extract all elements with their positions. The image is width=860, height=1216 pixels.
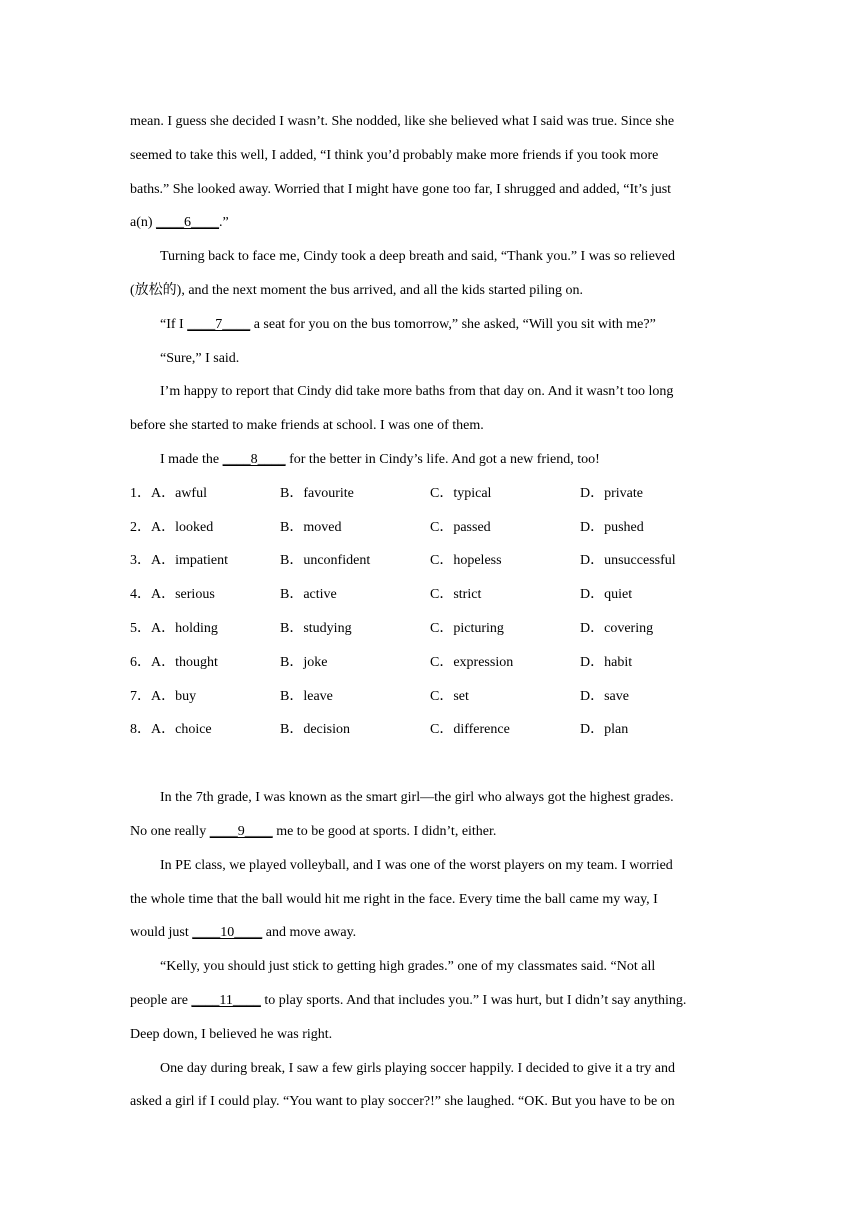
text-segment: “If I xyxy=(160,316,188,332)
text-line xyxy=(130,984,736,1018)
text-segment: the whole time that the ball would hit me right in the face. Every time the ball came my way, I xyxy=(130,891,658,907)
option-d xyxy=(580,544,676,578)
text-segment: would just xyxy=(130,925,193,941)
option-b xyxy=(280,578,337,612)
text-line xyxy=(130,375,736,409)
question-row xyxy=(130,713,736,747)
option-text: A．holding xyxy=(151,620,218,636)
option-c xyxy=(430,646,513,680)
option-text: D．save xyxy=(580,688,629,704)
option-a xyxy=(130,680,196,714)
answer-blank: ____7____ xyxy=(187,316,251,332)
text-line xyxy=(130,1052,736,1086)
option-text: D．unsuccessful xyxy=(580,553,676,569)
question-number: 8． xyxy=(130,722,151,738)
option-text: D．habit xyxy=(580,654,633,670)
text-segment: In the 7th grade, I was known as the smart girl—the girl who always got the highest grades. xyxy=(160,790,674,806)
option-text: C．set xyxy=(430,688,469,704)
option-d xyxy=(580,477,643,511)
question-row xyxy=(130,680,736,714)
option-c xyxy=(430,578,481,612)
option-a xyxy=(130,477,207,511)
option-a xyxy=(130,578,215,612)
question-row xyxy=(130,544,736,578)
question-number: 1． xyxy=(130,485,151,501)
text-line xyxy=(130,240,736,274)
text-segment: Deep down, I believed he was right. xyxy=(130,1026,333,1042)
answer-blank: ____8____ xyxy=(222,451,286,467)
option-text: C．hopeless xyxy=(430,553,502,569)
option-c xyxy=(430,713,510,747)
text-segment: baths.” She looked away. Worried that I might have gone too far, I shrugged and added, “It’s just xyxy=(130,181,672,197)
option-text: A．serious xyxy=(151,587,215,603)
option-d xyxy=(580,680,629,714)
option-c xyxy=(430,680,469,714)
option-text: B．unconfident xyxy=(280,553,371,569)
option-a xyxy=(130,646,218,680)
text-line xyxy=(130,781,736,815)
question-row xyxy=(130,612,736,646)
option-text: B．studying xyxy=(280,620,352,636)
text-segment: for the better in Cindy’s life. And got a new friend, too! xyxy=(285,451,600,467)
option-b xyxy=(280,511,341,545)
option-text: D．plan xyxy=(580,722,629,738)
text-segment: asked a girl if I could play. “You want to play soccer?!” she laughed. “OK. But you have to be on xyxy=(130,1094,675,1110)
option-a xyxy=(130,713,212,747)
answer-blank: ____10____ xyxy=(192,925,263,941)
option-d xyxy=(580,578,632,612)
passage-1 xyxy=(130,105,736,477)
text-segment: “Kelly, you should just stick to getting high grades.” one of my classmates said. “Not all xyxy=(160,959,656,975)
question-number: 3． xyxy=(130,553,151,569)
answer-blank: ____9____ xyxy=(209,823,273,839)
text-segment: I made the xyxy=(160,451,223,467)
text-segment: and move away. xyxy=(262,925,357,941)
text-line xyxy=(130,274,736,308)
answer-blank: ____11____ xyxy=(191,992,261,1008)
option-b xyxy=(280,646,327,680)
question-row xyxy=(130,646,736,680)
text-line xyxy=(130,443,736,477)
option-b xyxy=(280,544,370,578)
text-line xyxy=(130,1018,736,1052)
section-gap xyxy=(130,747,736,781)
option-c xyxy=(430,612,504,646)
question-number: 4． xyxy=(130,587,151,603)
option-text: B．active xyxy=(280,587,337,603)
option-text: C．passed xyxy=(430,519,491,535)
text-line xyxy=(130,1085,736,1119)
text-segment: to play sports. And that includes you.” I was hurt, but I didn’t say anything. xyxy=(260,992,687,1008)
text-line xyxy=(130,883,736,917)
text-line xyxy=(130,409,736,443)
option-text: D．private xyxy=(580,485,643,501)
question-row xyxy=(130,511,736,545)
option-a xyxy=(130,511,213,545)
option-text: D．quiet xyxy=(580,587,633,603)
option-text: C．expression xyxy=(430,654,514,670)
text-line xyxy=(130,916,736,950)
question-number: 2． xyxy=(130,519,151,535)
option-c xyxy=(430,544,502,578)
question-number: 5． xyxy=(130,620,151,636)
text-segment: No one really xyxy=(130,823,210,839)
text-segment: “Sure,” I said. xyxy=(160,350,240,366)
text-segment: people are xyxy=(130,992,192,1008)
option-c xyxy=(430,477,491,511)
option-text: B．joke xyxy=(280,654,328,670)
question-row xyxy=(130,578,736,612)
option-d xyxy=(580,612,653,646)
option-d xyxy=(580,713,628,747)
option-text: C．picturing xyxy=(430,620,504,636)
text-segment: I’m happy to report that Cindy did take more baths from that day on. And it wasn’t too long xyxy=(160,384,674,400)
text-segment: .” xyxy=(219,215,229,231)
option-b xyxy=(280,477,354,511)
option-text: A．awful xyxy=(151,485,207,501)
text-line xyxy=(130,308,736,342)
question-row xyxy=(130,477,736,511)
text-line xyxy=(130,342,736,376)
option-d xyxy=(580,511,644,545)
option-text: A．impatient xyxy=(151,553,228,569)
option-d xyxy=(580,646,632,680)
option-text: B．favourite xyxy=(280,485,354,501)
answer-blank: ____6____ xyxy=(156,215,220,231)
text-line xyxy=(130,849,736,883)
text-line xyxy=(130,815,736,849)
text-segment: (放松的), and the next moment the bus arrived, and all the kids started piling on. xyxy=(130,282,583,298)
text-line xyxy=(130,139,736,173)
text-segment: mean. I guess she decided I wasn’t. She nodded, like she believed what I said was true. Since she xyxy=(130,114,675,129)
text-segment: One day during break, I saw a few girls playing soccer happily. I decided to give it a try and xyxy=(160,1060,675,1076)
text-segment: Turning back to face me, Cindy took a deep breath and said, “Thank you.” I was so relieved xyxy=(160,249,675,265)
option-text: C．strict xyxy=(430,587,482,603)
option-text: B．leave xyxy=(280,688,333,704)
option-b xyxy=(280,680,333,714)
option-text: A．looked xyxy=(151,519,214,535)
option-text: C．difference xyxy=(430,722,510,738)
question-list xyxy=(130,477,736,747)
passage-2 xyxy=(130,781,736,1119)
question-number: 6． xyxy=(130,654,151,670)
option-text: B．moved xyxy=(280,519,342,535)
option-text: D．covering xyxy=(580,620,654,636)
text-segment: a(n) xyxy=(130,215,157,231)
text-line xyxy=(130,173,736,207)
option-text: A．thought xyxy=(151,654,218,670)
text-segment: before she started to make friends at school. I was one of them. xyxy=(130,418,484,434)
option-b xyxy=(280,612,352,646)
document-page xyxy=(130,105,736,1119)
option-text: A．buy xyxy=(151,688,197,704)
text-segment: me to be good at sports. I didn’t, either. xyxy=(272,823,497,839)
text-segment: In PE class, we played volleyball, and I was one of the worst players on my team. I worried xyxy=(160,857,673,873)
text-segment: seemed to take this well, I added, “I think you’d probably make more friends if you took more xyxy=(130,147,659,163)
option-text: B．decision xyxy=(280,722,350,738)
option-text: C．typical xyxy=(430,485,492,501)
option-a xyxy=(130,544,228,578)
option-text: A．choice xyxy=(151,722,212,738)
option-a xyxy=(130,612,218,646)
option-b xyxy=(280,713,350,747)
text-line xyxy=(130,206,736,240)
text-line xyxy=(130,950,736,984)
question-number: 7． xyxy=(130,688,151,704)
option-c xyxy=(430,511,491,545)
text-segment: a seat for you on the bus tomorrow,” she asked, “Will you sit with me?” xyxy=(250,316,656,332)
text-line xyxy=(130,105,736,139)
option-text: D．pushed xyxy=(580,519,644,535)
